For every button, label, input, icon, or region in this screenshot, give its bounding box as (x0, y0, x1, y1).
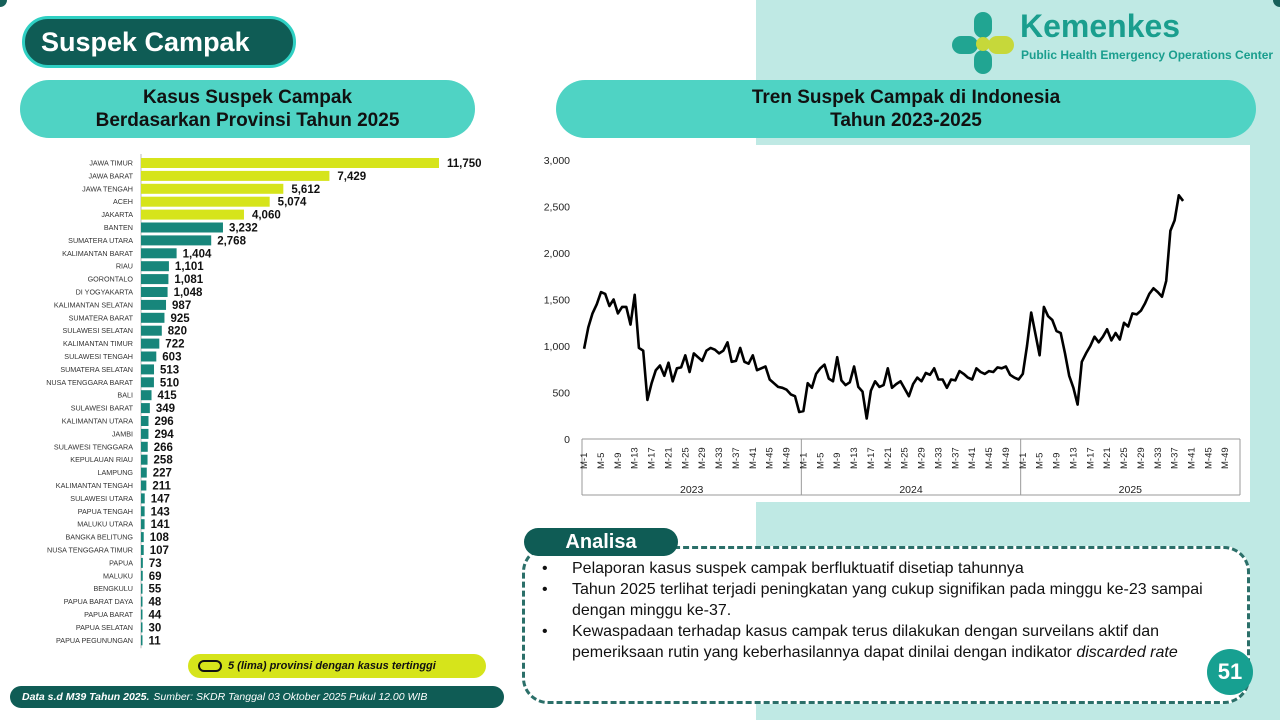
bar-category-label: DI YOGYAKARTA (75, 287, 133, 297)
bar (141, 300, 166, 310)
x-tick-label: M-37 (1169, 447, 1181, 469)
bar-category-label: LAMPUNG (97, 468, 133, 478)
bar (141, 210, 244, 220)
bar (141, 313, 164, 323)
bar-category-label: MALUKU UTARA (77, 519, 133, 529)
x-tick-label: M-33 (714, 447, 726, 469)
bar-category-label: KALIMANTAN SELATAN (53, 300, 133, 310)
bar-value-label: 141 (150, 519, 170, 532)
year-label: 2023 (679, 484, 704, 496)
analisa-bullet-text: Kewaspadaan terhadap kasus campak terus dilakukan dengan surveilans aktif dan pemeriksaan rutin yang keberhasilannya dapat dinilai dengan indikator (572, 623, 1160, 661)
x-tick-label: M-29 (1135, 447, 1147, 469)
bar-value-label: 55 (148, 583, 162, 596)
x-tick-label: M-9 (1051, 452, 1063, 469)
bar-category-label: PAPUA PEGUNUNGAN (56, 635, 133, 645)
analisa-title: Analisa (565, 530, 637, 553)
bar-value-label: 73 (148, 557, 162, 570)
footer-source-text: Sumber: SKDR Tanggal 03 Oktober 2025 Pukul 12.00 WIB (153, 691, 428, 703)
kemenkes-logo-icon (950, 10, 1020, 74)
analisa-bullet (540, 621, 1240, 663)
bar (141, 558, 143, 568)
bar-category-label: PAPUA (109, 558, 133, 568)
bar (141, 261, 169, 271)
bar-category-label: KALIMANTAN TENGAH (55, 481, 133, 490)
footer-bold: Data s.d M39 Tahun 2025. (22, 691, 150, 703)
right-chart-header (556, 80, 1256, 138)
slide-title: Suspek Campak (41, 26, 250, 57)
x-tick-label: M-9 (612, 452, 624, 469)
bar (141, 403, 150, 413)
bar (141, 442, 148, 452)
x-tick-label: M-25 (680, 447, 692, 469)
footer-text (22, 691, 427, 703)
y-tick-label: 2,500 (543, 201, 570, 214)
bar-value-label: 211 (152, 480, 171, 493)
bar-category-label: ACEH (113, 197, 133, 207)
x-tick-label: M-49 (1220, 447, 1232, 469)
x-tick-label: M-45 (764, 447, 776, 469)
x-tick-label: M-21 (1102, 447, 1114, 469)
bar (141, 455, 148, 465)
left-chart-header (20, 80, 475, 138)
bar (141, 248, 177, 258)
bar (141, 545, 144, 555)
bar-category-label: KALIMANTAN UTARA (61, 416, 133, 426)
analisa-italic: discarded rate (1076, 644, 1178, 661)
left-header-line1: Kasus Suspek Campak (142, 87, 353, 108)
legend-pill (188, 654, 486, 678)
x-tick-label: M-5 (815, 452, 827, 469)
bar-value-label: 107 (149, 545, 169, 557)
x-tick-label: M-33 (933, 447, 945, 469)
year-label: 2024 (899, 484, 923, 496)
bar (141, 274, 168, 284)
bar-value-label: 4,060 (251, 209, 281, 222)
x-tick-label: M-37 (950, 447, 962, 469)
bar-category-label: SULAWESI SELATAN (62, 326, 133, 336)
x-tick-label: M-41 (747, 447, 759, 469)
bar-category-label: BANGKA BELITUNG (65, 532, 133, 542)
bar-value-label: 11 (148, 635, 161, 648)
bar-category-label: SULAWESI UTARA (70, 493, 133, 503)
bar (141, 416, 149, 426)
bar-category-label: NUSA TENGGARA TIMUR (47, 545, 133, 555)
bar-value-label: 925 (170, 312, 190, 325)
bar-category-label: NUSA TENGGARA BARAT (46, 377, 133, 387)
bar-value-label: 296 (154, 416, 174, 428)
bar (141, 390, 152, 400)
bar-value-label: 143 (150, 506, 170, 519)
page-number-badge (1207, 649, 1253, 695)
bar-category-label: PAPUA SELATAN (75, 622, 133, 632)
bar (141, 377, 154, 387)
bar (141, 622, 143, 632)
y-tick-label: 500 (552, 387, 570, 400)
bar (141, 493, 145, 503)
bar-category-label: JAWA BARAT (88, 171, 133, 181)
bar (141, 597, 143, 607)
bar (141, 532, 144, 542)
bar-category-label: RIAU (115, 261, 133, 271)
bar-category-label: PAPUA TENGAH (77, 506, 133, 516)
bar (141, 326, 162, 336)
x-tick-label: M-21 (663, 447, 675, 469)
bar (141, 571, 143, 581)
bar (141, 584, 143, 594)
bar (141, 287, 168, 297)
bar-value-label: 11,750 (447, 158, 482, 170)
x-tick-label: M-21 (882, 447, 894, 469)
bar-category-label: SUMATERA UTARA (68, 235, 133, 245)
x-tick-label: M-25 (1119, 447, 1131, 469)
bar-category-label: SUMATERA BARAT (68, 313, 133, 323)
bar-category-label: KEPULAUAN RIAU (70, 455, 133, 465)
x-tick-label: M-45 (984, 447, 996, 469)
x-tick-label: M-5 (595, 452, 607, 469)
bar (141, 158, 439, 168)
corner-dot-left (0, 0, 7, 7)
logo-subtitle: Public Health Emergency Operations Center (1021, 48, 1274, 62)
bar (141, 184, 283, 194)
bar-value-label: 108 (149, 532, 169, 545)
bar (141, 481, 146, 491)
bar-value-label: 48 (148, 596, 162, 609)
analisa-bullet: • Tahun 2025 terlihat terjadi peningkatan yang cukup signifikan pada minggu ke-23 sampai dengan minggu ke-37. (540, 579, 1240, 621)
x-tick-label: M-49 (1000, 447, 1012, 469)
x-tick-label: M-37 (730, 447, 742, 469)
left-header-line2: Berdasarkan Provinsi Tahun 2025 (95, 110, 400, 131)
bar (141, 223, 223, 233)
bar-category-label: SULAWESI BARAT (70, 403, 133, 413)
bar (141, 352, 156, 362)
bar (141, 235, 211, 245)
bar (141, 364, 154, 374)
bar-category-label: JAWA TIMUR (89, 158, 133, 168)
bar-category-label: KALIMANTAN BARAT (62, 248, 133, 258)
x-tick-label: M-33 (1152, 447, 1164, 469)
bar-value-label: 2,768 (217, 235, 246, 248)
bar-value-label: 44 (148, 609, 162, 622)
bar-value-label: 5,074 (277, 196, 307, 209)
bar-value-label: 1,101 (174, 261, 204, 274)
bar-category-label: MALUKU (103, 571, 133, 581)
bar-category-label: PAPUA BARAT DAYA (63, 597, 133, 607)
x-tick-label: M-1 (798, 452, 810, 469)
bar (141, 506, 145, 516)
right-header-line1: Tren Suspek Campak di Indonesia (751, 87, 1061, 108)
bar-value-label: 1,404 (182, 248, 212, 261)
x-tick-label: M-1 (1017, 452, 1029, 469)
y-tick-label: 2,000 (543, 248, 570, 260)
x-tick-label: M-41 (967, 447, 979, 469)
y-tick-label: 3,000 (543, 155, 570, 167)
bar-value-label: 5,612 (291, 183, 321, 196)
bar (141, 468, 147, 478)
legend-text: 5 (lima) provinsi dengan kasus tertinggi (228, 660, 436, 672)
legend-marker (198, 660, 222, 672)
x-tick-label: M-49 (781, 447, 793, 469)
x-tick-label: M-29 (697, 447, 709, 469)
bar-value-label: 510 (159, 377, 180, 390)
analisa-list (540, 558, 1240, 663)
bar-category-label: JAKARTA (101, 210, 133, 220)
bar-category-label: SULAWESI TENGAH (64, 352, 133, 361)
x-tick-label: M-25 (899, 447, 911, 469)
bar (141, 171, 329, 181)
x-tick-label: M-13 (629, 447, 641, 469)
x-tick-label: M-5 (1034, 452, 1046, 469)
page-number: 51 (1217, 659, 1243, 684)
bar-category-label: SULAWESI TENGGARA (53, 442, 133, 452)
bar (141, 429, 148, 439)
bar-value-label: 294 (154, 428, 174, 441)
bar-value-label: 7,429 (337, 170, 367, 183)
bar-value-label: 1,048 (173, 287, 203, 299)
bar-value-label: 3,232 (228, 222, 258, 235)
bar-category-label: GORONTALO (87, 274, 133, 284)
trend-chart-panel (528, 145, 1250, 502)
bar-value-label: 227 (152, 467, 172, 480)
y-tick-label: 1,500 (543, 294, 570, 307)
year-label: 2025 (1118, 484, 1143, 496)
bar (141, 197, 270, 207)
x-tick-label: M-13 (1068, 447, 1080, 469)
bar-value-label: 722 (165, 338, 185, 351)
bar-value-label: 30 (148, 622, 162, 635)
trend-line (584, 195, 1183, 418)
x-tick-label: M-29 (916, 447, 928, 469)
bar-value-label: 147 (150, 493, 170, 506)
bar-value-label: 349 (155, 403, 176, 416)
y-tick-label: 0 (564, 434, 570, 446)
bar-value-label: 415 (157, 390, 177, 403)
right-header-line2: Tahun 2023-2025 (830, 110, 982, 131)
bar-value-label: 820 (167, 325, 187, 338)
slide-title-pill (22, 16, 296, 68)
analisa-title-pill (524, 528, 678, 556)
bar-value-label: 603 (162, 351, 182, 364)
x-tick-label: M-45 (1203, 447, 1215, 469)
x-tick-label: M-17 (646, 447, 658, 469)
bar-value-label: 987 (172, 299, 192, 312)
trend-line-chart (528, 145, 1250, 502)
x-tick-label: M-41 (1186, 447, 1198, 469)
bar (141, 635, 143, 645)
bar-category-label: JAMBI (111, 429, 133, 439)
bar-value-label: 258 (153, 454, 173, 467)
bar-category-label: JAWA TENGAH (82, 184, 133, 194)
x-tick-label: M-1 (579, 452, 591, 469)
analisa-bullet: • Pelaporan kasus suspek campak berfluktuatif disetiap tahunnya (540, 558, 1240, 579)
bar (141, 519, 145, 529)
bar (141, 610, 143, 620)
x-tick-label: M-17 (1085, 447, 1097, 469)
bar-category-label: PAPUA BARAT (84, 610, 133, 619)
bar (141, 339, 159, 349)
footer-source (10, 686, 504, 708)
bar-category-label: BENGKULU (93, 584, 133, 594)
bar-value-label: 1,081 (174, 274, 204, 287)
province-bar-chart (30, 150, 500, 650)
bar-category-label: KALIMANTAN TIMUR (62, 339, 133, 349)
bar-value-label: 69 (148, 570, 162, 583)
bar-category-label: BANTEN (103, 223, 133, 232)
bar-category-label: SUMATERA SELATAN (60, 364, 133, 374)
bar-category-label: BALI (117, 390, 133, 400)
x-tick-label: M-9 (832, 452, 844, 469)
bar-value-label: 266 (153, 441, 173, 454)
y-tick-label: 1,000 (543, 341, 570, 353)
x-tick-label: M-17 (865, 447, 877, 469)
logo-name: Kemenkes (1020, 8, 1181, 44)
x-tick-label: M-13 (849, 447, 861, 469)
bar-value-label: 513 (160, 364, 180, 377)
